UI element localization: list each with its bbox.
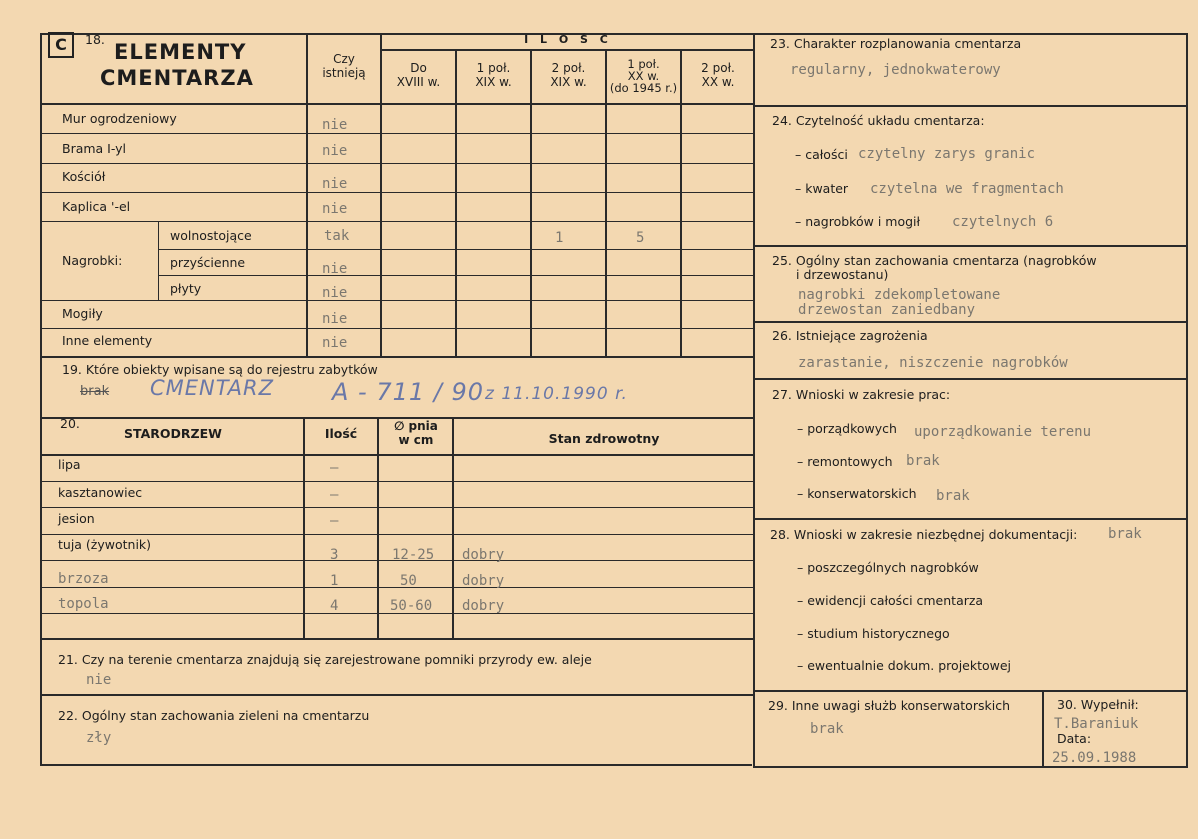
s19-handwritten-number: A - 711 / 90 xyxy=(332,378,485,406)
s27-item-value: brak xyxy=(936,488,970,504)
s20-tree-name: topola xyxy=(58,596,109,612)
s20-health: dobry xyxy=(462,573,505,589)
s18-header-bottom xyxy=(40,103,754,105)
section18-title-1: ELEMENTY xyxy=(114,40,247,64)
s18-exists-value: nie xyxy=(322,261,348,277)
s18-row-line xyxy=(40,221,754,222)
s18-exists-value: tak xyxy=(324,228,350,244)
s28-item: – ewidencji całości cmentarza xyxy=(797,593,984,608)
s30-name: T.Baraniuk xyxy=(1054,716,1139,732)
s20-row-line xyxy=(40,507,754,508)
s18-row-label: Nagrobki: xyxy=(62,253,123,268)
s18-exists-value: nie xyxy=(322,335,348,351)
s27-item-value: brak xyxy=(906,453,940,469)
s18-exists-value: nie xyxy=(322,285,348,301)
s24-item-label: – kwater xyxy=(795,181,849,196)
s29-value: brak xyxy=(810,721,844,737)
s19-crossed-value: brak xyxy=(80,384,110,399)
s23-bottom xyxy=(753,105,1188,107)
s30-label: 30. Wypełnił: xyxy=(1057,697,1139,712)
s20-qty: – xyxy=(330,460,339,476)
frame-bottom-left xyxy=(40,764,752,766)
s18-row-line xyxy=(158,249,754,250)
s18-period3-value: 1 xyxy=(555,230,564,246)
s25-bottom xyxy=(753,321,1188,323)
s18-row-sublabel: wolnostojące xyxy=(170,228,252,243)
s18-period-5: 2 poł. XX w. xyxy=(701,61,735,89)
s18-row-label: Mogiły xyxy=(62,306,103,321)
s20-number: 20. xyxy=(60,416,80,431)
s25-value-2: drzewostan zaniedbany xyxy=(798,302,976,318)
section18-title-2: CMENTARZA xyxy=(100,66,254,90)
s20-health: dobry xyxy=(462,547,505,563)
frame-middle xyxy=(753,33,755,766)
s18-col-ilosc: I L O Ś Ć xyxy=(524,33,612,46)
s18-row-line xyxy=(158,275,754,276)
s20-tree-name: tuja (żywotnik) xyxy=(58,537,152,552)
frame-bottom-right xyxy=(753,766,1188,768)
s18-period-1: Do XVIII w. xyxy=(396,61,441,89)
s25-label-2: i drzewostanu) xyxy=(796,267,889,282)
s24-item-label: – całości xyxy=(795,147,848,162)
box-letter: C xyxy=(48,32,74,58)
s22-label: 22. Ogólny stan zachowania zieleni na cmentarzu xyxy=(58,708,370,723)
s25-label: 25. Ogólny stan zachowania cmentarza (nagrobków xyxy=(772,253,1097,268)
s20-vline xyxy=(377,417,379,639)
s20-row-line xyxy=(40,534,754,535)
s18-row-label: Brama I-yl xyxy=(62,141,127,156)
s24-bottom xyxy=(753,245,1188,247)
s18-row-sublabel: płyty xyxy=(170,281,202,296)
s20-title: STARODRZEW xyxy=(124,426,222,441)
s18-vline-exists xyxy=(306,33,308,357)
s30-date-label: Data: xyxy=(1057,731,1092,746)
s22-value: zły xyxy=(86,730,112,746)
s24-label: 24. Czytelność układu cmentarza: xyxy=(772,113,985,128)
s20-col-diam: ∅ pnia w cm xyxy=(394,419,438,447)
s20-tree-name: kasztanowiec xyxy=(58,485,143,500)
s20-row-line xyxy=(40,481,754,482)
s18-vline-p2 xyxy=(455,50,457,357)
s20-bottom xyxy=(40,638,754,640)
s20-vline xyxy=(303,417,305,639)
frame-left xyxy=(40,33,42,766)
s20-qty: – xyxy=(330,487,339,503)
s20-qty: – xyxy=(330,513,339,529)
s21-label: 21. Czy na terenie cmentarza znajdują się zarejestrowane pomniki przyrody ew. aleje xyxy=(58,652,592,667)
s18-exists-value: nie xyxy=(322,201,348,217)
s18-row-line xyxy=(40,163,754,164)
s18-exists-value: nie xyxy=(322,143,348,159)
s18-exists-value: nie xyxy=(322,311,348,327)
s18-row-label: Kościół xyxy=(62,169,106,184)
s24-item-value: czytelny zarys granic xyxy=(858,146,1036,162)
s26-label: 26. Istniejące zagrożenia xyxy=(772,328,928,343)
s27-label: 27. Wnioski w zakresie prac: xyxy=(772,387,951,402)
s18-row-label: Kaplica '-el xyxy=(62,199,131,214)
s28-label: 28. Wnioski w zakresie niezbędnej dokumentacji: xyxy=(770,527,1078,542)
s18-vline-p5 xyxy=(680,50,682,357)
s24-item-value: czytelna we fragmentach xyxy=(870,181,1064,197)
s27-item-label: – konserwatorskich xyxy=(797,486,917,501)
s18-row-line xyxy=(40,300,754,301)
s23-label: 23. Charakter rozplanowania cmentarza xyxy=(770,36,1022,51)
s18-row-label: Mur ogrodzeniowy xyxy=(62,111,177,126)
s20-header-bottom xyxy=(40,454,754,456)
s18-period-2: 1 poł. XIX w. xyxy=(475,61,512,89)
s18-row-sublabel: przyścienne xyxy=(170,255,246,270)
s18-period4-value: 5 xyxy=(636,230,645,246)
s20-col-qty: Ilość xyxy=(324,426,358,441)
s18-bottom xyxy=(40,356,754,358)
s20-diam: 12-25 xyxy=(392,547,435,563)
s21-bottom xyxy=(40,694,754,696)
s18-row-label: Inne elementy xyxy=(62,333,153,348)
s28-item: – studium historycznego xyxy=(797,626,950,641)
s28-item: – poszczególnych nagrobków xyxy=(797,560,979,575)
s20-row-line xyxy=(40,587,754,588)
s24-item-value: czytelnych 6 xyxy=(952,214,1054,230)
frame-right xyxy=(1186,33,1188,766)
s18-exists-value: nie xyxy=(322,176,348,192)
s18-col-exists: Czy istnieją xyxy=(322,52,366,80)
s18-nagrobki-divider xyxy=(158,221,159,300)
s27-item-value: uporządkowanie terenu xyxy=(914,424,1092,440)
s20-qty: 1 xyxy=(330,573,339,589)
s20-tree-name: jesion xyxy=(58,511,95,526)
s18-vline-p3 xyxy=(530,50,532,357)
s18-period-4: 1 poł. XX w. (do 1945 r.) xyxy=(609,57,678,96)
s20-health: dobry xyxy=(462,598,505,614)
s18-row-line xyxy=(40,328,754,329)
s20-vline xyxy=(452,417,454,639)
s27-bottom xyxy=(753,518,1188,520)
s27-item-label: – remontowych xyxy=(797,454,893,469)
section18-number: 18. xyxy=(85,32,105,47)
s20-diam: 50 xyxy=(400,573,417,589)
s23-value: regularny, jednokwaterowy xyxy=(790,62,1001,78)
s27-item-label: – porządkowych xyxy=(797,421,897,436)
s26-value: zarastanie, niszczenie nagrobków xyxy=(798,355,1068,371)
s18-vline-p4 xyxy=(605,50,607,357)
s18-row-line xyxy=(40,192,754,193)
s18-period-3: 2 poł. XIX w. xyxy=(550,61,587,89)
s28-item: – ewentualnie dokum. projektowej xyxy=(797,658,1012,673)
s28-bottom xyxy=(753,690,1188,692)
s20-col-health: Stan zdrowotny xyxy=(548,431,660,446)
s28-value: brak xyxy=(1108,526,1142,542)
s25-value: nagrobki zdekompletowane xyxy=(798,287,1001,303)
s20-tree-name: lipa xyxy=(58,457,81,472)
s20-qty: 4 xyxy=(330,598,339,614)
s29-s30-divider xyxy=(1042,690,1044,766)
s26-bottom xyxy=(753,378,1188,380)
s24-item-label: – nagrobków i mogił xyxy=(795,214,921,229)
s19-label: 19. Które obiekty wpisane są do rejestru zabytków xyxy=(62,362,378,377)
s20-diam: 50-60 xyxy=(390,598,433,614)
s19-handwritten-object: CMENTARZ xyxy=(150,376,275,400)
s20-qty: 3 xyxy=(330,547,339,563)
s18-ilosc-underline xyxy=(380,49,754,51)
s21-value: nie xyxy=(86,672,112,688)
s29-label: 29. Inne uwagi służb konserwatorskich xyxy=(768,698,1010,713)
s20-tree-name: brzoza xyxy=(58,571,109,587)
s18-exists-value: nie xyxy=(322,117,348,133)
s19-handwritten-date: z 11.10.1990 r. xyxy=(485,384,628,404)
s18-row-line xyxy=(40,133,754,134)
s30-date: 25.09.1988 xyxy=(1052,750,1137,766)
